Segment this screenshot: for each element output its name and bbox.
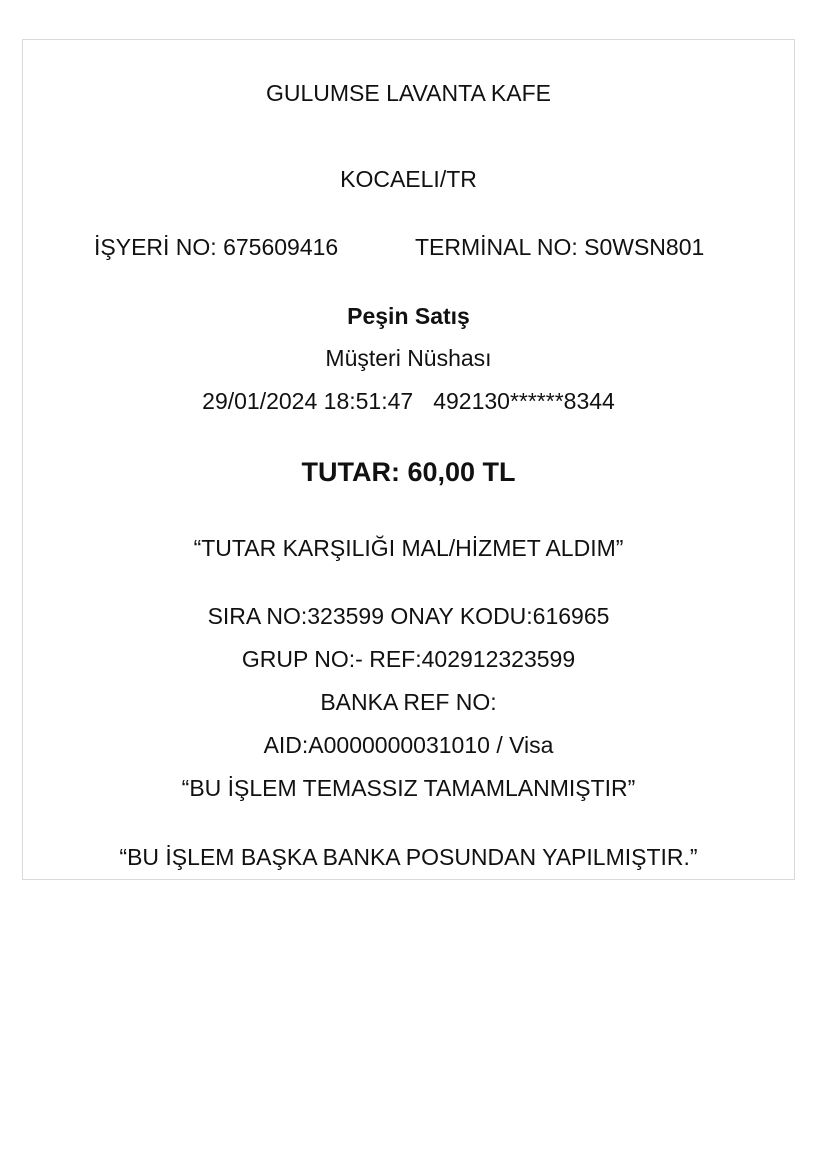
sequence-approval: SIRA NO:323599 ONAY KODU:616965 <box>207 603 610 629</box>
bank-ref: BANKA REF NO: <box>320 689 497 715</box>
transaction-datetime: 29/01/2024 18:51:47 <box>202 388 414 414</box>
copy-type: Müşteri Nüshası <box>325 345 492 371</box>
datetime-card-row <box>23 387 794 415</box>
masked-card-number: 492130******8344 <box>433 388 615 414</box>
aid: AID:A0000000031010 / Visa <box>263 732 554 758</box>
contactless-note: “BU İŞLEM TEMASSIZ TAMAMLANMIŞTIR” <box>181 775 636 801</box>
receipt <box>22 39 795 880</box>
group-ref: GRUP NO:- REF:402912323599 <box>241 646 576 672</box>
terminal-number: TERMİNAL NO: S0WSN801 <box>415 234 705 260</box>
merchant-name: GULUMSE LAVANTA KAFE <box>265 80 552 106</box>
acknowledgement: “TUTAR KARŞILIĞI MAL/HİZMET ALDIM” <box>193 535 624 561</box>
merchant-location: KOCAELI/TR <box>340 166 477 192</box>
merchant-number: İŞYERİ NO: 675609416 <box>94 234 339 260</box>
transaction-type: Peşin Satış <box>347 303 470 329</box>
other-bank-note: “BU İŞLEM BAŞKA BANKA POSUNDAN YAPILMIŞTIR.” <box>119 844 698 870</box>
amount: TUTAR: 60,00 TL <box>301 457 516 487</box>
